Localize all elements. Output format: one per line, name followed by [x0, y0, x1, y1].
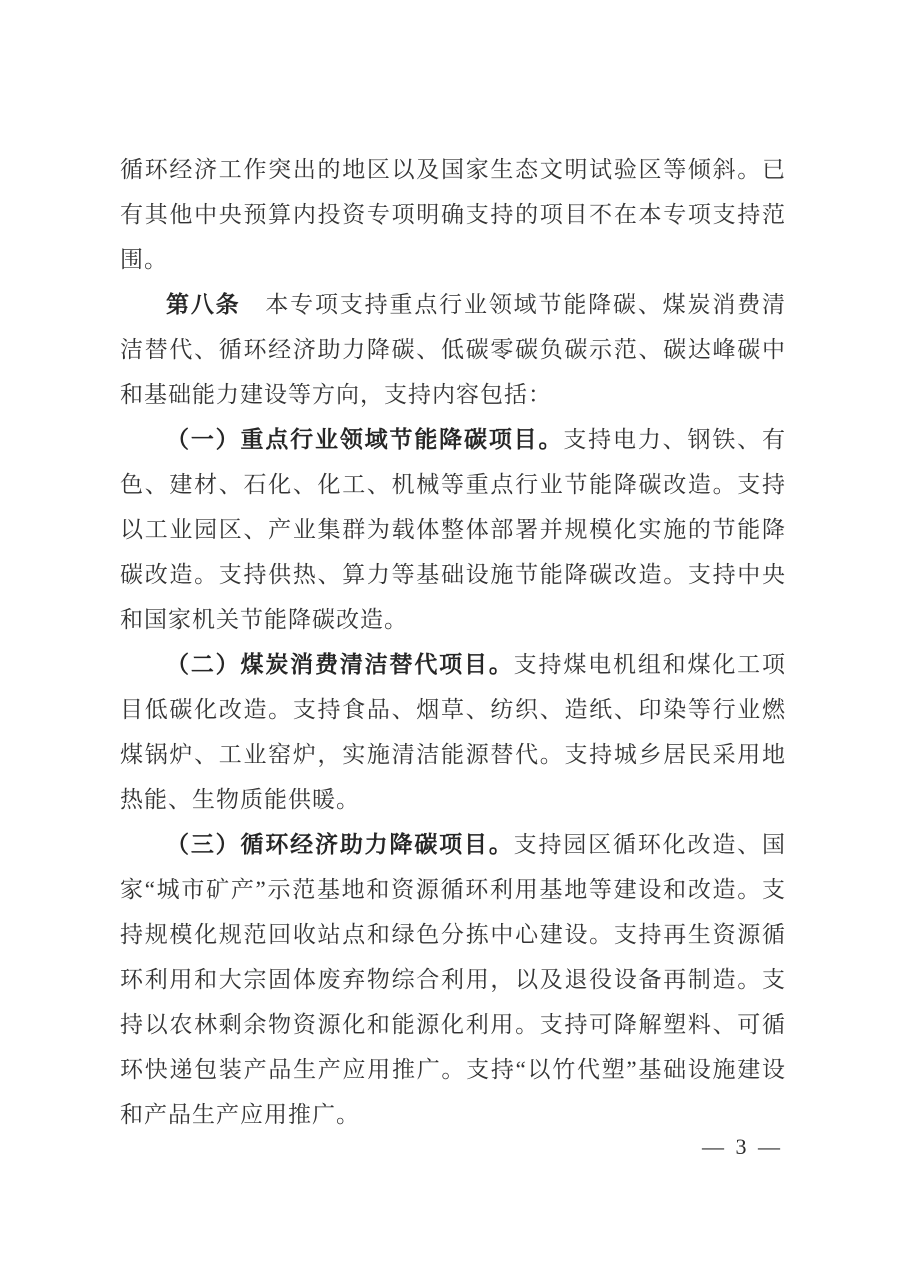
paragraph: [120, 822, 786, 1137]
page-number: — 3 —: [702, 1134, 783, 1159]
text-run: 支持电力、钢铁、有色、建材、石化、化工、机械等重点行业节能降碳改造。支持以工业园区、产业集群为载体整体部署并规模化实施的节能降碳改造。支持供热、算力等基础设施节能降碳改造。支持中央和国家机关节能降碳改造。: [120, 427, 787, 632]
bold-text-run: （二）煤炭消费清洁替代项目。: [166, 652, 514, 677]
document-body: [120, 147, 786, 1137]
bold-text-run: （三）循环经济助力降碳项目。: [166, 832, 514, 857]
paragraph: [120, 147, 786, 282]
text-run: 支持煤电机组和煤化工项目低碳化改造。支持食品、烟草、纺织、造纸、印染等行业燃煤锅炉、工业窑炉，实施清洁能源替代。支持城乡居民采用地热能、生物质能供暖。: [120, 652, 787, 812]
paragraph: [120, 417, 786, 642]
text-run: 支持园区循环化改造、国家“城市矿产”示范基地和资源循环利用基地等建设和改造。支持规模化规范回收站点和绿色分拣中心建设。支持再生资源循环利用和大宗固体废弃物综合利用，以及退役设备再制造。支持以农林剩余物资源化和能源化利用。支持可降解塑料、可循环快递包装产品生产应用推广。支持“以竹代塑”基础设施建设和产品生产应用推广。: [120, 832, 787, 1127]
text-run: 循环经济工作突出的地区以及国家生态文明试验区等倾斜。已有其他中央预算内投资专项明确支持的项目不在本专项支持范围。: [120, 157, 786, 272]
text-run: 本专项支持重点行业领域节能降碳、煤炭消费清洁替代、循环经济助力降碳、低碳零碳负碳示范、碳达峰碳中和基础能力建设等方向，支持内容包括：: [120, 292, 786, 407]
bold-text-run: 第八条: [166, 292, 241, 317]
paragraph: [120, 282, 786, 417]
paragraph: [120, 642, 786, 822]
bold-text-run: （一）重点行业领域节能降碳项目。: [166, 427, 564, 452]
